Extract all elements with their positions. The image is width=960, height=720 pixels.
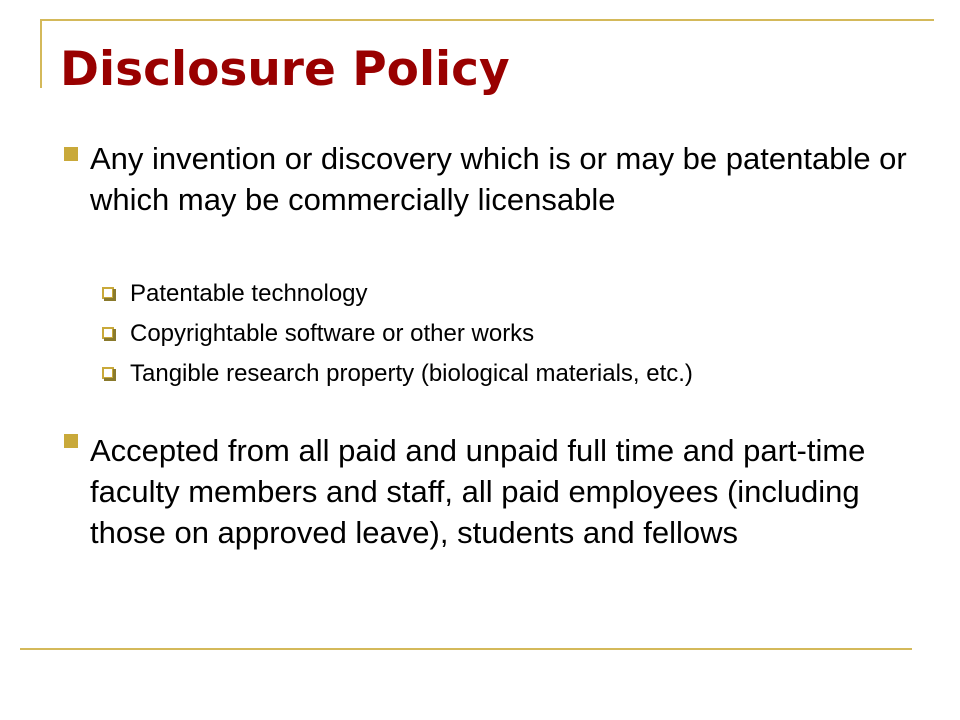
bullet-2-text: Accepted from all paid and unpaid full time and part-time faculty members and staff, all paid employees (including those on approved leave), students and fellows [90,433,866,550]
square-bullet-icon [64,434,78,448]
hollow-square-bullet-icon [102,367,114,379]
bullet-1-text: Any invention or discovery which is or may be patentable or which may be commercially licensable [90,141,907,217]
sub-item-2-text: Copyrightable software or other works [130,320,535,347]
square-bullet-icon [64,147,78,161]
slide-title: Disclosure Policy [60,42,510,97]
sub-item-3-text: Tangible research property (biological materials, etc.) [130,360,693,387]
hollow-square-bullet-icon [102,287,114,299]
sub-item-1-text: Patentable technology [130,280,368,307]
bottom-rule [20,648,912,650]
top-rule [40,19,934,21]
hollow-square-bullet-icon [102,327,114,339]
left-rule [40,19,42,88]
